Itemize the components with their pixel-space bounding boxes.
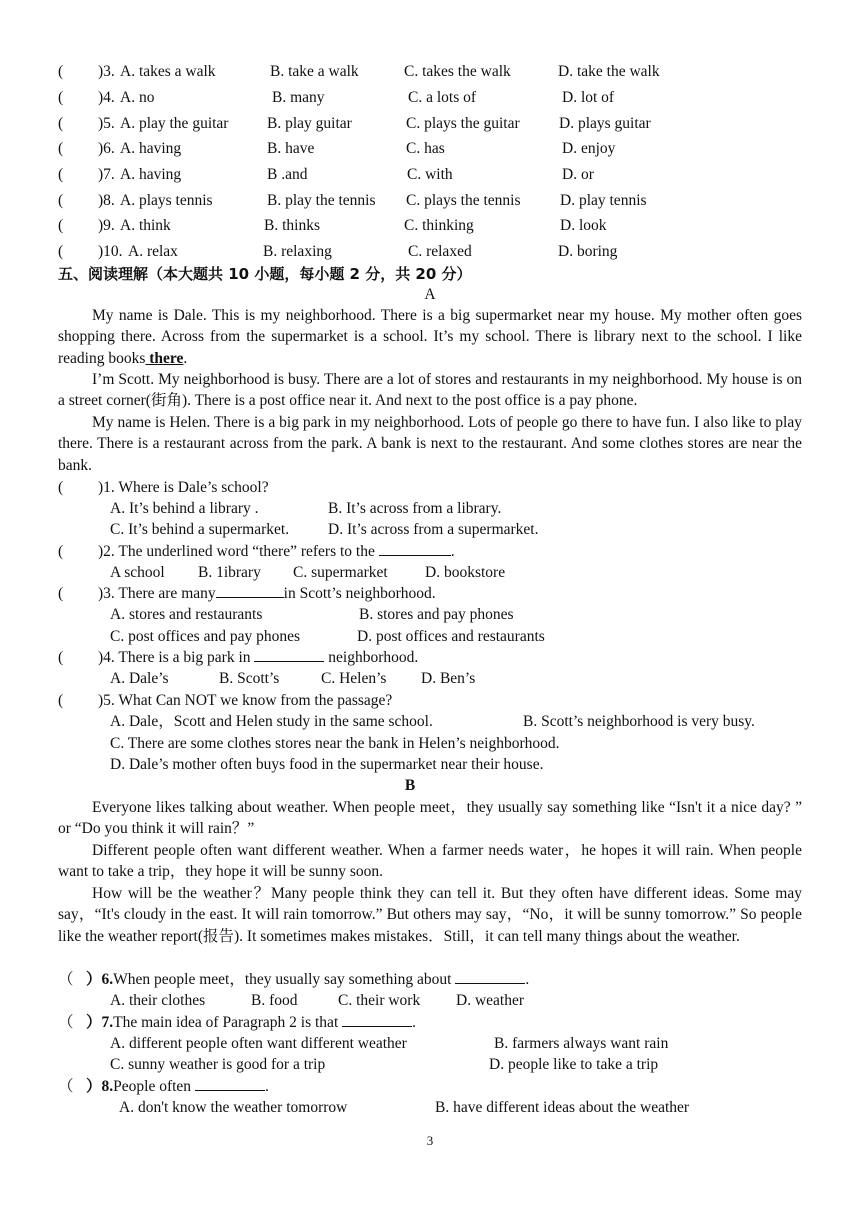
answer-paren: ( — [58, 217, 64, 234]
option-a: A. their clothes — [110, 992, 206, 1009]
stem-text: neighborhood. — [328, 649, 419, 666]
option-d: D. post offices and restaurants — [357, 628, 545, 645]
option-b: B. play the tennis — [267, 192, 376, 209]
answer-blank — [455, 969, 525, 984]
paragraph-text: . — [183, 349, 188, 367]
question-stem: )5. What Can NOT we know from the passage? — [98, 692, 393, 709]
option-b: B. stores and pay phones — [359, 606, 514, 623]
stem-text: )2. The underlined word “there” refers to the — [98, 543, 375, 560]
option-a: A. think — [120, 217, 171, 234]
option-b: B. It’s across from a library. — [328, 500, 502, 517]
stem-text: )4. There is a big park in — [98, 649, 251, 666]
question-number: ）6. — [86, 971, 114, 988]
answer-paren: ( — [58, 192, 64, 209]
answer-paren: ( — [58, 63, 64, 80]
answer-blank — [195, 1076, 265, 1091]
option-b: B. 1ibrary — [198, 564, 261, 581]
option-a: A. having — [120, 140, 182, 157]
stem-text: People often — [113, 1078, 192, 1095]
question-number: ）8. — [86, 1078, 114, 1095]
passage-paragraph: My name is Helen. There is a big park in my neighborhood. Lots of people go there to have fun. I also like to play there. There is a restaurant across from the park. A bank is next to the restaurant. And some clothes stores are near the bank. — [58, 414, 802, 474]
option-b: B. farmers always want rain — [494, 1035, 669, 1052]
option-c: C. post offices and pay phones — [110, 628, 300, 645]
option-d: D. boring — [558, 243, 618, 260]
answer-blank — [379, 541, 451, 556]
option-d: D. enjoy — [562, 140, 616, 157]
option-a: A. relax — [128, 243, 178, 260]
option-b: B. have different ideas about the weather — [435, 1099, 690, 1116]
option-b: B. Scott’s — [219, 670, 280, 687]
passage-paragraph: How will be the weather？Many people think they can tell it. But they often have different ideas. Some may say，“It's cloudy in the east. It will rain tomorrow.” But others may say，“No，it will be sunny tomorrow.” So people like the weather report(报告). It sometimes makes mistakes．Still，it can tell many things about the weather. — [58, 885, 802, 945]
option-d: D. play tennis — [560, 192, 647, 209]
stem-text: . — [525, 971, 530, 988]
answer-paren: ( — [58, 243, 64, 260]
passage-paragraph — [58, 305, 802, 369]
option-b: B. food — [251, 992, 298, 1009]
answer-paren: ( — [58, 543, 64, 560]
option-b: B. Scott’s neighborhood is very busy. — [523, 713, 755, 730]
answer-paren: （ — [58, 1078, 74, 1095]
option-d: D. people like to take a trip — [489, 1056, 659, 1073]
page-number: 3 — [426, 1133, 434, 1148]
option-d: D. look — [560, 217, 607, 234]
passage-label: B — [404, 777, 416, 794]
question-number: )9. — [98, 217, 115, 234]
underlined-word: there — [145, 349, 184, 367]
option-a: A. different people often want different weather — [110, 1035, 407, 1052]
question-number: )8. — [98, 192, 115, 209]
option-a: A school — [110, 564, 165, 581]
option-a: A. Dale，Scott and Helen study in the same school. — [110, 713, 433, 730]
option-d: D. plays guitar — [559, 115, 651, 132]
option-a: A. play the guitar — [120, 115, 229, 132]
section-heading: 五、阅读理解（本大题共 10 小题，每小题 2 分，共 20 分） — [58, 265, 472, 283]
question-stem — [86, 969, 529, 990]
stem-text: . — [450, 543, 455, 560]
option-d: D. It’s across from a supermarket. — [328, 521, 539, 538]
passage-paragraph: I’m Scott. My neighborhood is busy. There are a lot of stores and restaurants in my neighborhood. My house is on a street corner(街角). There is a post office near it. And next to the post office is a pay phone. — [58, 371, 802, 410]
question-stem — [86, 1012, 416, 1033]
option-b: B. have — [267, 140, 315, 157]
answer-paren: ( — [58, 115, 64, 132]
stem-text: . — [412, 1014, 416, 1031]
option-a: A. don't know the weather tomorrow — [119, 1099, 348, 1116]
option-d: D. Dale’s mother often buys food in the supermarket near their house. — [110, 756, 544, 773]
option-a: A. takes a walk — [120, 63, 216, 80]
option-c: C. sunny weather is good for a trip — [110, 1056, 326, 1073]
question-number: )3. — [98, 63, 115, 80]
question-stem: )1. Where is Dale’s school? — [98, 479, 269, 496]
paragraph-text: My name is Dale. This is my neighborhood. There is a big supermarket near my house. My mother often goes shopping there. Across from the supermarket is a school. It’s my school. There is library next to the school. I like reading books — [58, 307, 802, 367]
option-a: A. having — [120, 166, 182, 183]
option-c: C. with — [407, 166, 453, 183]
answer-paren: ( — [58, 649, 64, 666]
passage-paragraph: Everyone likes talking about weather. When people meet，they usually say something like “Isn't it a nice day? ” or “Do you think it will rain？” — [58, 799, 802, 838]
option-c: C. has — [406, 140, 445, 157]
option-b: B .and — [267, 166, 308, 183]
answer-paren: ( — [58, 89, 64, 106]
option-d: D. or — [562, 166, 594, 183]
option-b: B. thinks — [264, 217, 320, 234]
option-c: C. takes the walk — [404, 63, 511, 80]
answer-paren: （ — [58, 971, 74, 988]
stem-text: )3. There are many — [98, 585, 216, 602]
option-b: B. take a walk — [270, 63, 359, 80]
option-a: A. It’s behind a library . — [110, 500, 259, 517]
stem-text: in Scott’s neighborhood. — [283, 585, 436, 602]
option-c: C. plays the guitar — [406, 115, 520, 132]
option-c: C. a lots of — [408, 89, 477, 106]
answer-paren: ( — [58, 692, 64, 709]
answer-blank — [342, 1012, 412, 1027]
option-c: C. plays the tennis — [406, 192, 521, 209]
option-d: D. bookstore — [425, 564, 506, 581]
question-number: )10. — [98, 243, 123, 260]
answer-paren: ( — [58, 479, 64, 496]
passage-paragraph: Different people often want different weather. When a farmer needs water，he hopes it will rain. When people want to take a trip，they hope it will be sunny soon. — [58, 842, 802, 881]
option-b: B. play guitar — [267, 115, 352, 132]
option-d: D. weather — [456, 992, 524, 1009]
option-a: A. stores and restaurants — [110, 606, 263, 623]
answer-paren: ( — [58, 166, 64, 183]
option-c: C. There are some clothes stores near the bank in Helen’s neighborhood. — [110, 735, 560, 752]
option-c: C. relaxed — [408, 243, 472, 260]
option-d: D. lot of — [562, 89, 615, 106]
question-number: )7. — [98, 166, 115, 183]
answer-paren: ( — [58, 140, 64, 157]
question-stem — [98, 541, 455, 562]
stem-text: . — [264, 1078, 269, 1095]
question-number: )6. — [98, 140, 115, 157]
stem-text: When people meet，they usually say something about — [113, 971, 452, 988]
option-a: A. plays tennis — [120, 192, 213, 209]
question-number: )4. — [98, 89, 115, 106]
option-c: C. their work — [338, 992, 421, 1009]
option-b: B. relaxing — [263, 243, 332, 260]
stem-text: The main idea of Paragraph 2 is that — [113, 1014, 339, 1031]
question-stem — [98, 647, 418, 668]
option-d: D. Ben’s — [421, 670, 476, 687]
question-stem — [86, 1076, 269, 1097]
option-b: B. many — [272, 89, 325, 106]
option-c: C. supermarket — [293, 564, 388, 581]
option-d: D. take the walk — [558, 63, 660, 80]
answer-blank — [216, 583, 284, 598]
answer-blank — [254, 647, 324, 662]
question-number: ）7. — [86, 1014, 114, 1031]
option-a: A. no — [120, 89, 155, 106]
question-stem — [98, 583, 436, 604]
question-number: )5. — [98, 115, 115, 132]
option-c: C. It’s behind a supermarket. — [110, 521, 290, 538]
option-c: C. Helen’s — [321, 670, 387, 687]
option-c: C. thinking — [404, 217, 474, 234]
answer-paren: ( — [58, 585, 64, 602]
passage-label: A — [424, 286, 436, 303]
answer-paren: （ — [58, 1014, 74, 1031]
option-a: A. Dale’s — [110, 670, 169, 687]
